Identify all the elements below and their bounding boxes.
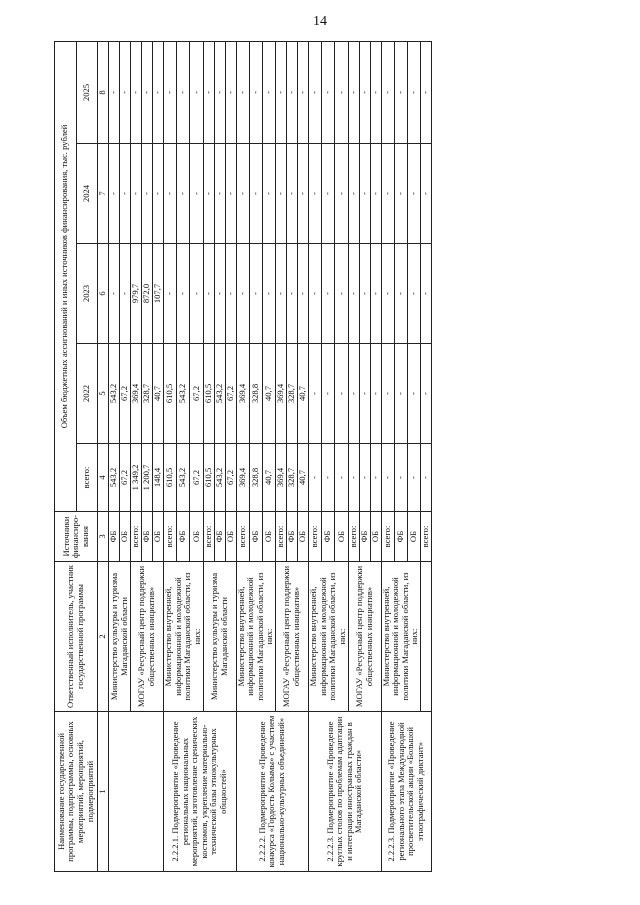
source-cell: ОБ — [120, 512, 131, 562]
value-total: 543,2 — [177, 444, 190, 512]
source-cell: ОБ — [298, 512, 309, 562]
executor-cell: Министерство культуры и туризма Магаданской области — [109, 562, 131, 712]
value-2022: 40,7 — [298, 344, 309, 444]
page-number: 14 — [313, 14, 327, 29]
value-2025: - — [177, 41, 190, 143]
value-2022: 543,2 — [177, 344, 190, 444]
source-cell: ФБ — [287, 512, 298, 562]
value-2023: - — [262, 244, 275, 344]
header-name-column: Наименование государственной программы, подпрограммы, основных мероприятий, мероприятий, подмероприятий — [55, 712, 98, 872]
executor-cell: Министерство внутренней, информационной и молодежной политики Магаданской области, из них: — [381, 562, 421, 712]
header-year-2022: 2022 — [76, 344, 98, 444]
value-2023: - — [335, 244, 348, 344]
value-2023: - — [309, 244, 322, 344]
source-cell: ОБ — [335, 512, 348, 562]
value-total: 610,5 — [203, 444, 214, 512]
value-2025: - — [421, 41, 432, 143]
source-cell: ОБ — [370, 512, 381, 562]
value-2023: - — [298, 244, 309, 344]
value-total: - — [359, 444, 370, 512]
value-2022: - — [309, 344, 322, 444]
value-2024: - — [359, 144, 370, 244]
column-number: 2 — [98, 562, 109, 712]
column-number: 7 — [98, 144, 109, 244]
value-2022: 67,2 — [225, 344, 236, 444]
value-2024: - — [370, 144, 381, 244]
value-2023: - — [394, 244, 407, 344]
value-2023: - — [421, 244, 432, 344]
value-2023: - — [177, 244, 190, 344]
source-cell: ФБ — [322, 512, 335, 562]
value-2023: - — [203, 244, 214, 344]
value-total: 148,4 — [153, 444, 164, 512]
value-2024: - — [298, 144, 309, 244]
value-2023: 872,0 — [142, 244, 153, 344]
value-2022: 67,2 — [190, 344, 203, 444]
executor-cell: МОГАУ «Ресурсный центр поддержки общественных инициатив» — [276, 562, 309, 712]
value-total: 67,2 — [120, 444, 131, 512]
value-2022: 328,7 — [287, 344, 298, 444]
value-2022: 328,8 — [249, 344, 262, 444]
value-total: 369,4 — [276, 444, 287, 512]
value-2025: - — [249, 41, 262, 143]
source-cell: ОБ — [407, 512, 420, 562]
source-cell: всего: — [164, 512, 177, 562]
value-2025: - — [262, 41, 275, 143]
source-cell: ОБ — [225, 512, 236, 562]
value-2023: - — [249, 244, 262, 344]
value-2022: - — [359, 344, 370, 444]
value-2025: - — [109, 41, 120, 143]
value-total: - — [348, 444, 359, 512]
executor-cell — [421, 562, 432, 712]
value-total: - — [381, 444, 394, 512]
source-cell: всего: — [309, 512, 322, 562]
budget-table — [54, 41, 432, 872]
value-2024: - — [225, 144, 236, 244]
value-2022: 67,2 — [120, 344, 131, 444]
header-year-2023: 2023 — [76, 244, 98, 344]
value-2024: - — [287, 144, 298, 244]
value-2023: - — [322, 244, 335, 344]
value-2024: - — [276, 144, 287, 244]
value-2024: - — [348, 144, 359, 244]
value-2024: - — [322, 144, 335, 244]
value-2025: - — [287, 41, 298, 143]
value-2022: 610,5 — [203, 344, 214, 444]
value-2024: - — [153, 144, 164, 244]
value-2023: - — [236, 244, 249, 344]
value-2025: - — [322, 41, 335, 143]
value-2023: - — [370, 244, 381, 344]
source-cell: всего: — [203, 512, 214, 562]
value-2024: - — [203, 144, 214, 244]
value-2022: 543,2 — [109, 344, 120, 444]
value-2024: - — [131, 144, 142, 244]
header-row — [55, 41, 77, 871]
column-number: 6 — [98, 244, 109, 344]
executor-cell: МОГАУ «Ресурсный центр поддержки общественных инициатив» — [348, 562, 381, 712]
value-2023: - — [287, 244, 298, 344]
value-total: 40,7 — [298, 444, 309, 512]
value-2025: - — [370, 41, 381, 143]
value-2022: 543,2 — [214, 344, 225, 444]
value-2025: - — [359, 41, 370, 143]
value-2022: - — [394, 344, 407, 444]
executor-cell: Министерство внутренней, информационной и молодежной политики Магаданской области, из них: — [164, 562, 204, 712]
value-total: - — [322, 444, 335, 512]
value-2024: - — [262, 144, 275, 244]
value-2025: - — [164, 41, 177, 143]
value-2024: - — [164, 144, 177, 244]
program-name-cell: 2.2.2.3. Подмероприятие «Проведение регионального этапа Международной просветительской акции «Большой этнографический диктант» — [381, 712, 432, 872]
value-2022: - — [381, 344, 394, 444]
value-2022: 369,4 — [276, 344, 287, 444]
value-2025: - — [394, 41, 407, 143]
value-2025: - — [309, 41, 322, 143]
value-total: 610,5 — [164, 444, 177, 512]
value-2024: - — [177, 144, 190, 244]
executor-cell: Министерство культуры и туризма Магаданской области — [203, 562, 236, 712]
program-name-cell: 2.2.2.2. Подмероприятие «Проведение конкурса «Гордость Колымы» с участием национально-культурных объединений» — [236, 712, 309, 872]
value-2023: - — [164, 244, 177, 344]
executor-cell: Министерство внутренней, информационной и молодежной политики Магаданской области, из них: — [309, 562, 349, 712]
source-cell: ОБ — [153, 512, 164, 562]
table-row — [164, 41, 177, 871]
source-cell: ОБ — [262, 512, 275, 562]
header-source-column: Источники финансиро-вания — [55, 512, 98, 562]
value-total: - — [407, 444, 420, 512]
value-2024: - — [109, 144, 120, 244]
program-name-cell: 2.2.2.1. Подмероприятие «Проведение региональных национальных мероприятий, изготовление сценических костюмов, укрепление материально-технической базы этнокультурных общностей» — [164, 712, 237, 872]
value-2025: - — [190, 41, 203, 143]
program-name-cell — [109, 712, 164, 872]
executor-cell: Министерство внутренней, информационной и молодежной политики Магаданской области, из них: — [236, 562, 276, 712]
value-2024: - — [407, 144, 420, 244]
header-year-2025: 2025 — [76, 41, 98, 143]
source-cell: ФБ — [249, 512, 262, 562]
rotated-page-content — [54, 42, 432, 872]
value-2023: - — [407, 244, 420, 344]
source-cell: всего: — [131, 512, 142, 562]
value-2025: - — [381, 41, 394, 143]
value-2025: - — [142, 41, 153, 143]
value-2024: - — [142, 144, 153, 244]
source-cell: ФБ — [177, 512, 190, 562]
program-name-cell: 2.2.2.3. Подмероприятие «Проведение круглых столов по проблемам адаптации и интеграции иностранных граждан в Магаданской области» — [309, 712, 382, 872]
value-total: 369,4 — [236, 444, 249, 512]
column-number-row — [98, 41, 109, 871]
value-total: - — [370, 444, 381, 512]
value-2024: - — [120, 144, 131, 244]
value-2022: - — [421, 344, 432, 444]
value-2023: - — [381, 244, 394, 344]
value-2022: 369,4 — [236, 344, 249, 444]
column-number: 5 — [98, 344, 109, 444]
value-total: 1 349,2 — [131, 444, 142, 512]
value-total: - — [394, 444, 407, 512]
value-2024: - — [335, 144, 348, 244]
column-number: 3 — [98, 512, 109, 562]
header-total: всего: — [76, 444, 98, 512]
value-2022: 40,7 — [153, 344, 164, 444]
source-cell: ФБ — [214, 512, 225, 562]
value-2023: - — [348, 244, 359, 344]
value-2023: 107,7 — [153, 244, 164, 344]
value-2025: - — [203, 41, 214, 143]
value-total: 67,2 — [190, 444, 203, 512]
value-2025: - — [236, 41, 249, 143]
value-2024: - — [236, 144, 249, 244]
value-2023: - — [190, 244, 203, 344]
value-total: 40,7 — [262, 444, 275, 512]
value-2022: - — [335, 344, 348, 444]
value-2025: - — [153, 41, 164, 143]
value-2024: - — [421, 144, 432, 244]
value-2025: - — [120, 41, 131, 143]
value-total: 67,2 — [225, 444, 236, 512]
value-total: 543,2 — [214, 444, 225, 512]
column-number: 4 — [98, 444, 109, 512]
value-2023: - — [225, 244, 236, 344]
executor-cell: МОГАУ «Ресурсный центр поддержки общественных инициатив» — [131, 562, 164, 712]
value-2022: 328,7 — [142, 344, 153, 444]
value-2024: - — [309, 144, 322, 244]
value-2022: 40,7 — [262, 344, 275, 444]
header-executor-column: Ответственный исполнитель, участник государственной программы — [55, 562, 98, 712]
value-2022: - — [407, 344, 420, 444]
value-2025: - — [407, 41, 420, 143]
value-2023: - — [359, 244, 370, 344]
table-row — [381, 41, 394, 871]
column-number: 8 — [98, 41, 109, 143]
value-2023: - — [109, 244, 120, 344]
source-cell: всего: — [381, 512, 394, 562]
source-cell: всего: — [276, 512, 287, 562]
source-cell: всего: — [236, 512, 249, 562]
source-cell: всего: — [421, 512, 432, 562]
value-2024: - — [381, 144, 394, 244]
value-total: 328,7 — [287, 444, 298, 512]
value-2025: - — [276, 41, 287, 143]
value-2024: - — [394, 144, 407, 244]
value-2025: - — [298, 41, 309, 143]
table-row — [309, 41, 322, 871]
value-2023: - — [214, 244, 225, 344]
source-cell: ФБ — [359, 512, 370, 562]
value-2025: - — [225, 41, 236, 143]
value-2024: - — [214, 144, 225, 244]
value-2023: - — [120, 244, 131, 344]
value-2022: 610,5 — [164, 344, 177, 444]
table-row — [109, 41, 120, 871]
source-cell: ФБ — [142, 512, 153, 562]
value-2024: - — [249, 144, 262, 244]
value-2022: 369,4 — [131, 344, 142, 444]
value-2022: - — [348, 344, 359, 444]
value-total: - — [309, 444, 322, 512]
value-2025: - — [131, 41, 142, 143]
value-total: 543,2 — [109, 444, 120, 512]
source-cell: ОБ — [190, 512, 203, 562]
value-2022: - — [370, 344, 381, 444]
value-total: - — [421, 444, 432, 512]
source-cell: ФБ — [109, 512, 120, 562]
value-2024: - — [190, 144, 203, 244]
value-total: - — [335, 444, 348, 512]
value-total: 328,8 — [249, 444, 262, 512]
value-2023: 979,7 — [131, 244, 142, 344]
header-budget-group: Объем бюджетных ассигнований и иных источников финансирования, тыс. рублей — [55, 41, 77, 511]
column-number: 1 — [98, 712, 109, 872]
value-2025: - — [214, 41, 225, 143]
value-total: 1 200,7 — [142, 444, 153, 512]
value-2022: - — [322, 344, 335, 444]
source-cell: всего: — [348, 512, 359, 562]
table-row — [236, 41, 249, 871]
value-2023: - — [276, 244, 287, 344]
header-year-2024: 2024 — [76, 144, 98, 244]
value-2025: - — [348, 41, 359, 143]
value-2025: - — [335, 41, 348, 143]
source-cell: ФБ — [394, 512, 407, 562]
